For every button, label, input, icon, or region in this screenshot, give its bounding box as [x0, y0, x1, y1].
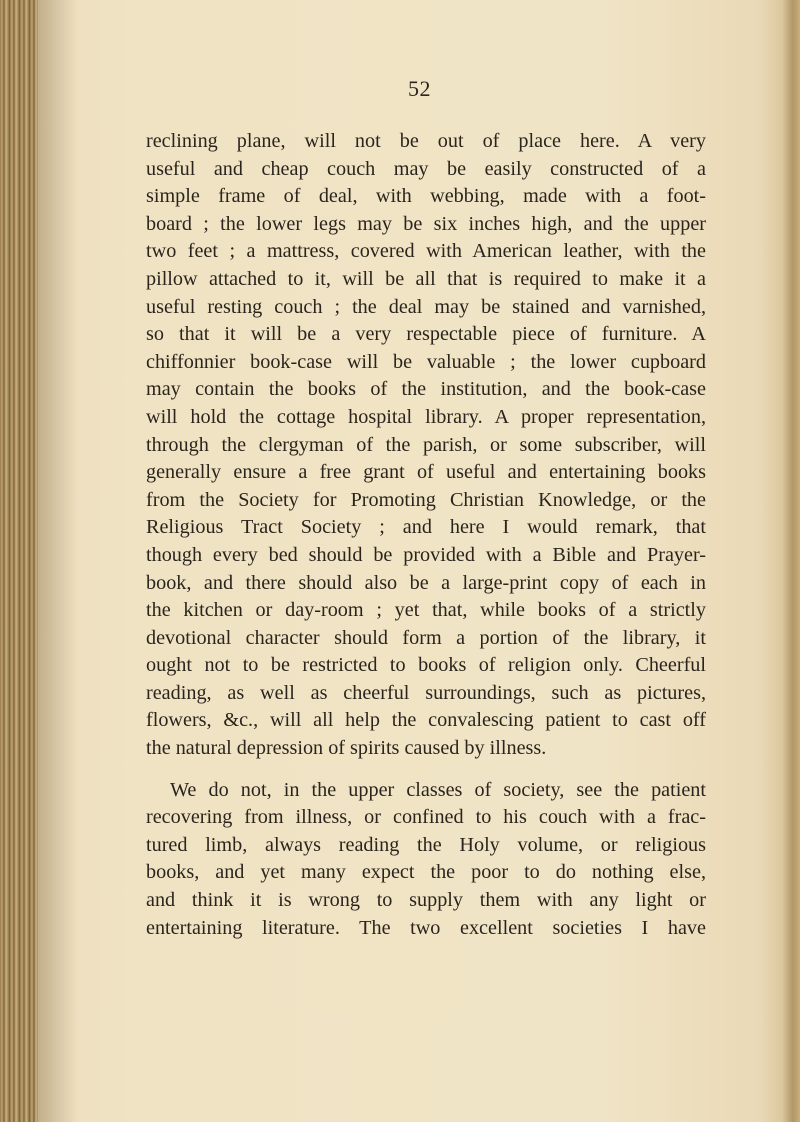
page-number: 52 [408, 76, 431, 101]
text-line: simple frame of deal, with webbing, made with a foot- [146, 185, 706, 208]
text-line: ought not to be restricted to books of religion only. Cheerful [146, 654, 706, 677]
text-line: so that it will be a very respectable piece of furniture. A [146, 323, 706, 346]
text-line: will hold the cottage hospital library. A proper representation, [146, 405, 706, 428]
text-line: board ; the lower legs may be six inches high, and the upper [146, 212, 706, 235]
paragraph-2 [146, 777, 706, 943]
text-line: the kitchen or day-room ; yet that, while books of a strictly [146, 599, 706, 622]
text-line: devotional character should form a portion of the library, it [146, 626, 706, 649]
text-line: through the clergyman of the parish, or some subscriber, will [146, 433, 706, 456]
text-line: though every bed should be provided with a Bible and Prayer- [146, 543, 706, 566]
text-line: and think it is wrong to supply them with any light or [146, 889, 706, 912]
text-line: entertaining literature. The two excellent societies I have [146, 916, 706, 939]
text-line: Religious Tract Society ; and here I would remark, that [146, 516, 706, 539]
text-line: two feet ; a mattress, covered with American leather, with the [146, 240, 706, 263]
text-line: chiffonnier book-case will be valuable ; the lower cupboard [146, 350, 706, 373]
text-line: generally ensure a free grant of useful and entertaining books [146, 461, 706, 484]
body-text [146, 128, 706, 942]
text-line: may contain the books of the institution, and the book-case [146, 378, 706, 401]
text-line: flowers, &c., will all help the convalescing patient to cast off [146, 709, 706, 732]
book-spine [0, 0, 38, 1122]
text-line: tured limb, always reading the Holy volume, or religious [146, 833, 706, 856]
text-line: the natural depression of spirits caused by illness. [146, 737, 547, 760]
text-line: We do not, in the upper classes of society, see the patient [170, 778, 706, 801]
text-line: books, and yet many expect the poor to do nothing else, [146, 861, 706, 884]
text-line: from the Society for Promoting Christian Knowledge, or the [146, 488, 706, 511]
text-line: reading, as well as cheerful surroundings, such as pictures, [146, 681, 706, 704]
text-line: useful and cheap couch may be easily constructed of a [146, 157, 706, 180]
paragraph-gap [146, 763, 706, 777]
text-line: useful resting couch ; the deal may be stained and varnished, [146, 295, 706, 318]
text-line: reclining plane, will not be out of place here. A very [146, 130, 706, 152]
page-edge [782, 0, 800, 1122]
text-line: pillow attached to it, will be all that is required to make it a [146, 267, 706, 290]
text-line: recovering from illness, or confined to his couch with a frac- [146, 806, 706, 829]
gutter-shadow [38, 0, 78, 1122]
text-line: book, and there should also be a large-print copy of each in [146, 571, 706, 594]
paragraph-1 [146, 128, 706, 763]
